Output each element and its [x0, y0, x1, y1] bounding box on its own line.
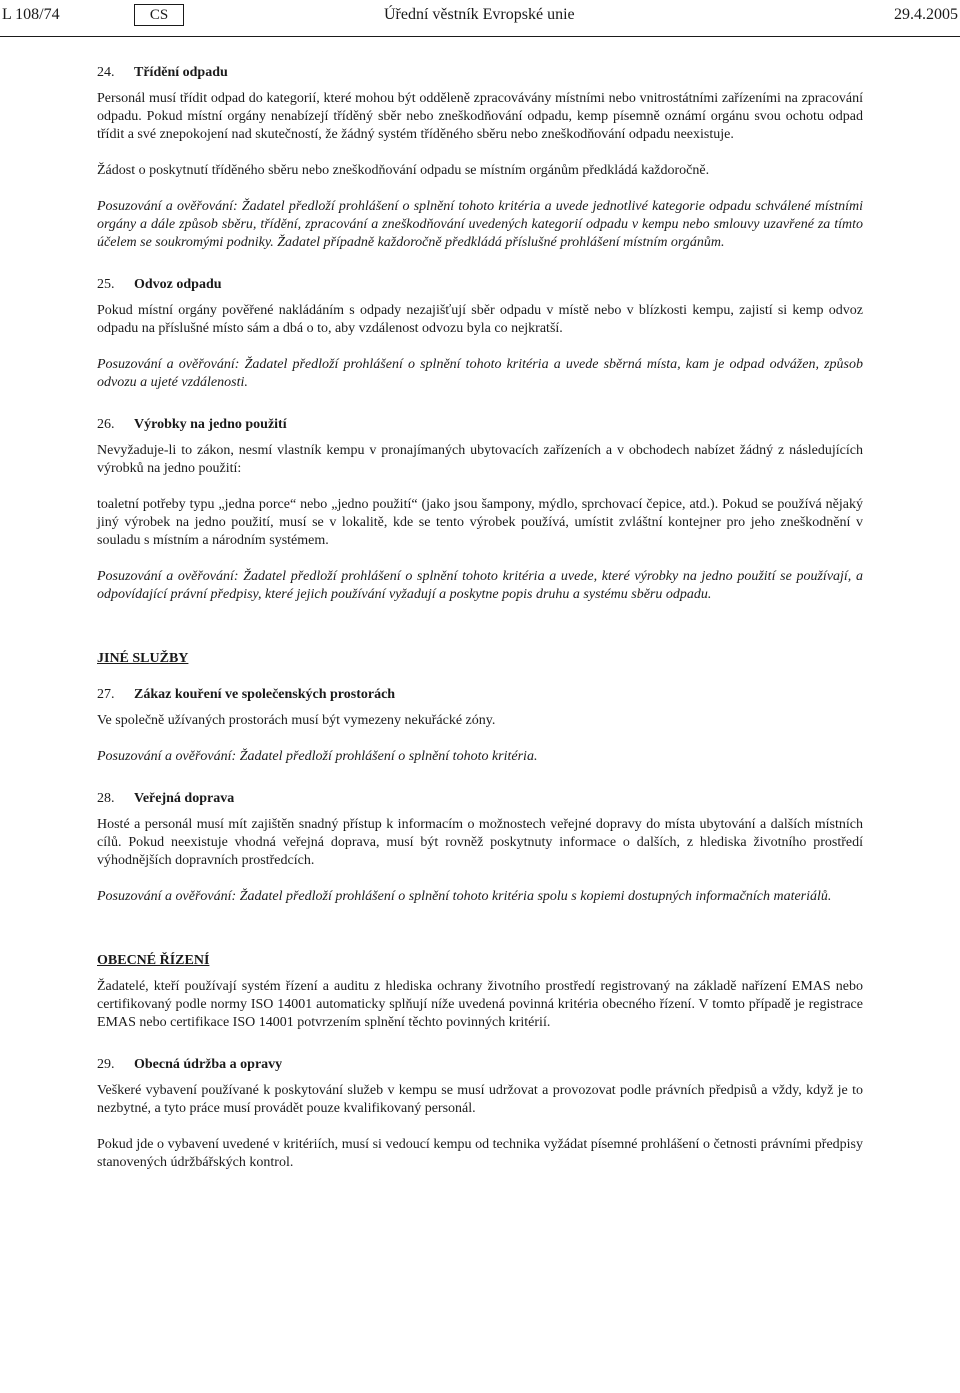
paragraph: toaletní potřeby typu „jedna porce“ nebo „jedno použití“ (jako jsou šampony, mýdlo, sprchovací čepice, atd.). Pokud se používá nějaký jiný výrobek na jedno použití, musí se v lokalitě, kde se tento výrobek používá, umístit zvláštní kontejner pro jeho zneškodnění v souladu s místním a národním systémem.	[97, 497, 863, 548]
section-heading	[97, 416, 863, 434]
chapter-heading: OBECNÉ ŘÍZENÍ	[97, 953, 210, 968]
section-title: Veřejná doprava	[134, 791, 235, 806]
section-heading	[97, 64, 863, 82]
chapter-heading: JINÉ SLUŽBY	[97, 651, 189, 666]
paragraph: Pokud místní orgány pověřené nakládáním s odpady nezajišťují sběr odpadu v místě nebo v blízkosti kempu, zajistí si kemp odvoz odpadu na příslušné místo sám a dbá o to, aby vzdálenost odvozu byla co nejkratší.	[97, 303, 863, 336]
header-divider	[0, 36, 960, 37]
section-number: 26.	[97, 417, 115, 432]
assessment-paragraph: Posuzování a ověřování: Žadatel předloží prohlášení o splnění tohoto kritéria.	[97, 749, 538, 764]
paragraph: Veškeré vybavení používané k poskytování služeb v kempu se musí udržovat a provozovat podle právních předpisů a vždy, když je to nezbytné, a tyto práce musí provádět pouze kvalifikovaný personál.	[97, 1083, 863, 1116]
paragraph: Personál musí třídit odpad do kategorií, které mohou být odděleně zpracovávány místními nebo vnitrostátními zařízeními na zpracování odpadu. Pokud místní orgány nenabízejí tříděný sběr nebo zneškodňování odpadu, kemp písemně oznámí orgánu svou ochotu odpad třídit a své znepokojení nad skutečností, že žádný systém tříděného sběru nebo zneškodňování odpadu neexistuje.	[97, 91, 863, 142]
assessment-paragraph: Posuzování a ověřování: Žadatel předloží prohlášení o splnění tohoto kritéria a uvede sběrná místa, kam je odpad odvážen, způsob odvozu a ujeté vzdálenosti.	[97, 357, 863, 390]
journal-reference: L 108/74	[2, 6, 60, 23]
paragraph: Hosté a personál musí mít zajištěn snadný přístup k informacím o možnostech veřejné dopravy do místa ubytování a dalších místních cílů. Pokud neexistuje vhodná veřejná doprava, musí být rovněž poskytnuty informace o dalších, z hlediska životního prostředí výhodnějších dopravních prostředcích.	[97, 817, 863, 868]
paragraph: Žádost o poskytnutí tříděného sběru nebo zneškodňování odpadu se místním orgánům předkládá každoročně.	[97, 163, 710, 178]
paragraph: Ve společně užívaných prostorách musí být vymezeny nekuřácké zóny.	[97, 713, 496, 728]
section-number: 28.	[97, 791, 115, 806]
page-header	[0, 4, 960, 28]
section-title: Výrobky na jedno použití	[134, 417, 287, 432]
section-title: Zákaz kouření ve společenských prostorách	[134, 687, 396, 702]
section-heading	[97, 1056, 863, 1074]
section-heading	[97, 686, 863, 704]
paragraph: Pokud jde o vybavení uvedené v kritériích, musí si vedoucí kempu od technika vyžádat písemné prohlášení o četnosti právními předpisy stanovených údržbářských kontrol.	[97, 1137, 863, 1170]
language-badge: CS	[134, 4, 184, 26]
publication-date: 29.4.2005	[894, 6, 958, 23]
section-number: 24.	[97, 65, 115, 80]
paragraph: Nevyžaduje-li to zákon, nesmí vlastník kempu v pronajímaných ubytovacích zařízeních a v obchodech nabízet žádný z následujících výrobků na jedno použití:	[97, 443, 863, 476]
paragraph: Žadatelé, kteří používají systém řízení a auditu z hlediska ochrany životního prostředí registrovaný na základě nařízení EMAS nebo certifikovaný podle normy ISO 14001 automaticky splňují níže uvedená povinná kritéria obecného řízení. V tomto případě je registrace EMAS nebo certifikace ISO 14001 potvrzením splnění těchto povinných kritérií.	[97, 979, 863, 1030]
journal-title: Úřední věstník Evropské unie	[384, 6, 575, 23]
section-title: Obecná údržba a opravy	[134, 1057, 283, 1072]
section-number: 27.	[97, 687, 115, 702]
assessment-paragraph: Posuzování a ověřování: Žadatel předloží prohlášení o splnění tohoto kritéria a uvede jednotlivé kategorie odpadu schválené místními orgány a dále způsob sběru, třídění, zpracování a zneškodňování uvedených kategorií odpadu v kempu nebo smlouvy uzavřené za tímto účelem se soukromými podniky. Žadatel případně každoročně předkládá příslušné prohlášení místním orgánům.	[97, 199, 863, 250]
section-title: Odvoz odpadu	[134, 277, 222, 292]
section-number: 25.	[97, 277, 115, 292]
section-heading	[97, 276, 863, 294]
section-heading	[97, 790, 863, 808]
assessment-paragraph: Posuzování a ověřování: Žadatel předloží prohlášení o splnění tohoto kritéria spolu s kopiemi dostupných informačních materiálů.	[97, 889, 832, 904]
document-body	[97, 64, 863, 1172]
assessment-paragraph: Posuzování a ověřování: Žadatel předloží prohlášení o splnění tohoto kritéria a uvede, které výrobky na jedno použití se používají, a odpovídající právní předpisy, které jejich používání vyžadují a poskytne popis druhu a systému sběru odpadu.	[97, 569, 863, 602]
section-number: 29.	[97, 1057, 115, 1072]
section-title: Třídění odpadu	[134, 65, 228, 80]
